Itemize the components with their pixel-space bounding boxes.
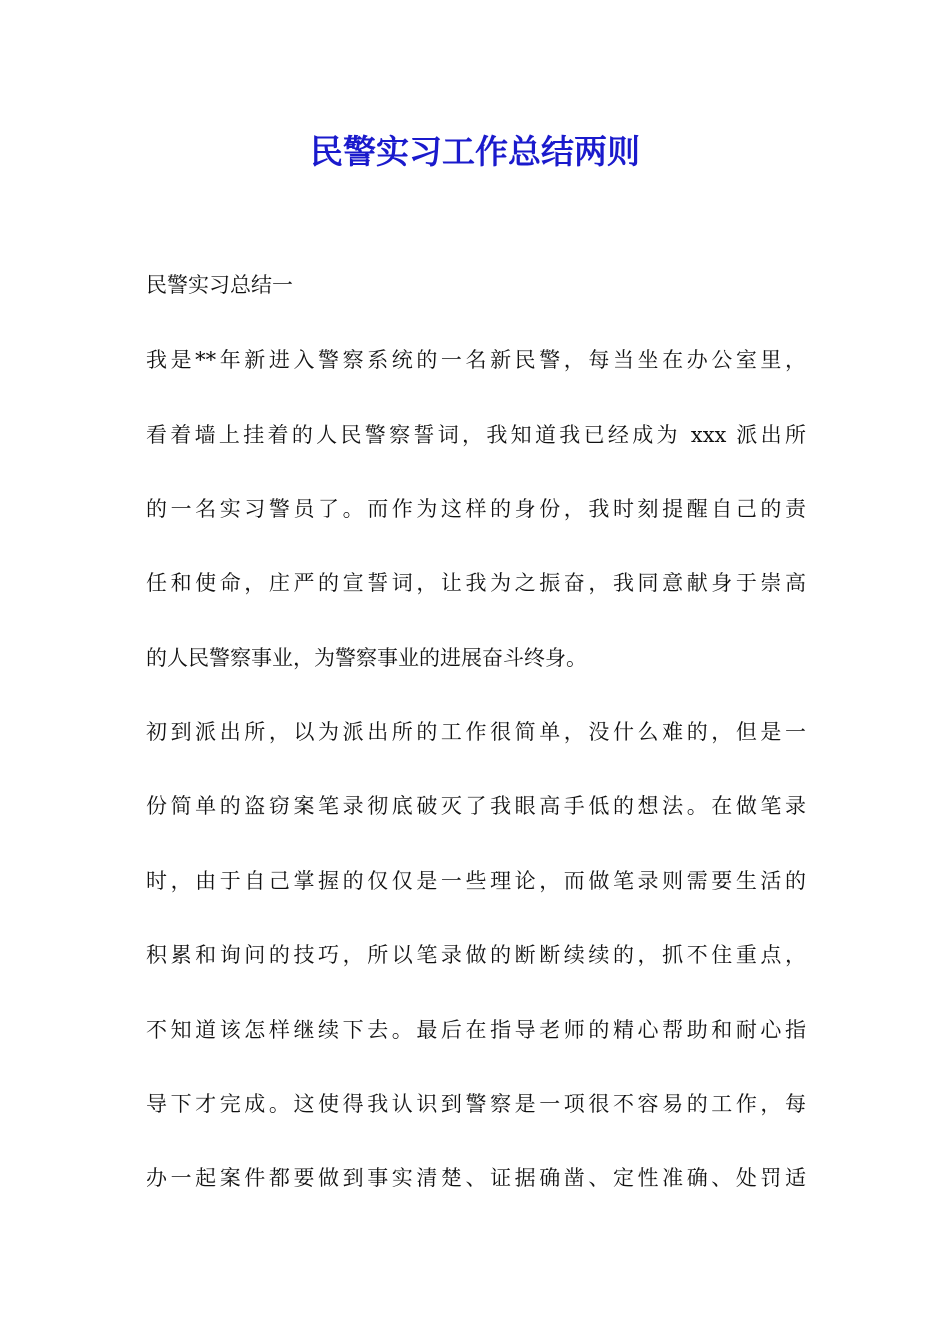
paragraph-line: 不知道该怎样继续下去。最后在指导老师的精心帮助和耐心指 [146, 1018, 806, 1042]
paragraph-line: 的一名实习警员了。而作为这样的身份，我时刻提醒自己的责 [146, 497, 806, 521]
paragraph-line: 任和使命，庄严的宣誓词，让我为之振奋，我同意献身于崇高 [146, 571, 806, 595]
paragraph-line: 份简单的盗窃案笔录彻底破灭了我眼高手低的想法。在做笔录 [146, 794, 806, 818]
paragraph-line: 的人民警察事业，为警察事业的进展奋斗终身。 [146, 646, 587, 670]
paragraph-line: 看着墙上挂着的人民警察誓词，我知道我已经成为 xxx 派出所 [146, 423, 806, 447]
paragraph-line: 积累和询问的技巧，所以笔录做的断断续续的，抓不住重点， [146, 943, 806, 967]
paragraph-line: 初到派出所，以为派出所的工作很简单，没什么难的，但是一 [146, 720, 806, 744]
paragraph-line: 办一起案件都要做到事实清楚、证据确凿、定性准确、处罚适 [146, 1166, 806, 1190]
paragraph-line: 导下才完成。这使得我认识到警察是一项很不容易的工作，每 [146, 1092, 806, 1116]
paragraph-line: 我是**年新进入警察系统的一名新民警，每当坐在办公室里， [146, 348, 806, 372]
section-heading: 民警实习总结一 [146, 273, 293, 297]
document-title: 民警实习工作总结两则 [310, 132, 640, 171]
paragraph-line: 时，由于自己掌握的仅仅是一些理论，而做笔录则需要生活的 [146, 869, 806, 893]
